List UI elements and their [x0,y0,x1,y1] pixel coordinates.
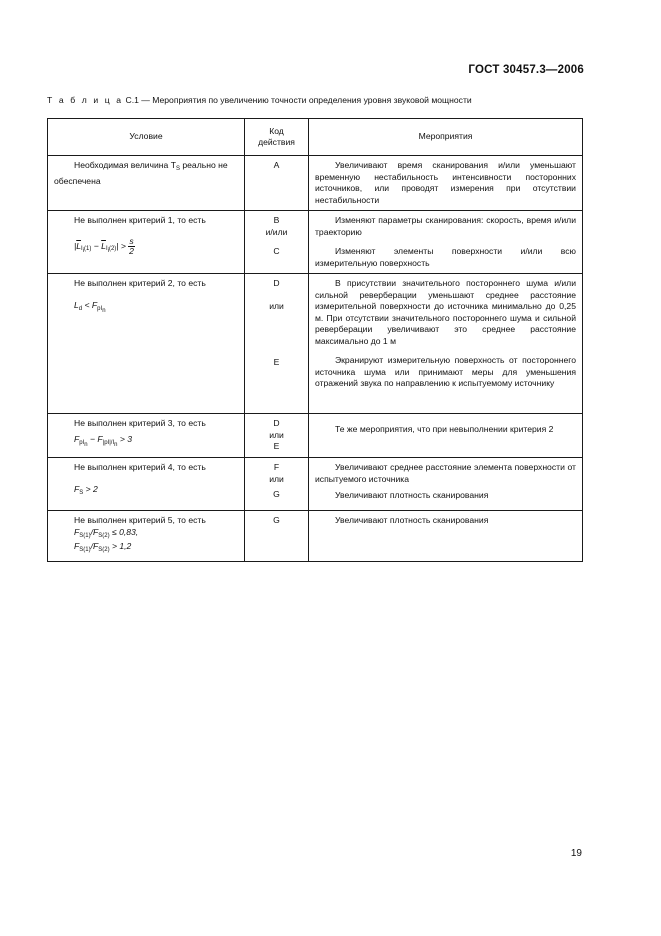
caption-number: С.1 [125,95,139,105]
action-code: E [273,357,280,367]
header-code-line1: Код [269,125,284,136]
condition-text: Необходимая величина $T_S$ реально не обеспечена [54,160,228,186]
caption-label: Т а б л и ц а [47,95,124,105]
table-row [48,458,583,511]
page-number: 19 [570,848,582,859]
table-row [48,511,583,562]
criterion-formula: $F_S > 2$ [74,483,98,496]
header-code-line2: действия [258,137,295,147]
criterion-formula: $L_d < F_{pI_n}$ [74,299,106,314]
measures-cell [309,511,583,562]
condition-cell [48,156,245,211]
measure-text: Увеличивают плотность сканирования [335,515,489,525]
code-cell [245,414,309,458]
condition-text: Не выполнен критерий 2, то есть [74,278,206,288]
code-cell [245,458,309,511]
condition-cell [48,511,245,562]
code-cell [245,156,309,211]
action-code: E [273,441,280,451]
measure-text: Изменяют элементы поверхности и/или всю измерительную поверхность [315,246,576,268]
standard-number: ГОСТ 30457.3—2006 [468,64,584,76]
table-row [48,274,583,414]
condition-text: Не выполнен критерий 1, то есть [74,215,206,225]
measure-text: Увеличивают плотность сканирования [335,490,489,500]
criterion-formula-a: $F_{S(1)}/F_{S(2)} \le 0,83$, [74,526,139,539]
condition-text: Не выполнен критерий 3, то есть [74,418,206,428]
action-code: C [273,246,280,256]
header-condition: Условие [48,119,245,156]
table-row [48,211,583,274]
table-row [48,156,583,211]
measure-text: Экранируют измерительную поверхность от постороннего источника шума или принимают меры для уменьшения отражений звука по направлению к испытуемому источнику [315,355,576,388]
measures-cell [309,458,583,511]
condition-text: Не выполнен критерий 5, то есть [74,515,206,525]
condition-cell [48,458,245,511]
measures-table [47,118,583,562]
condition-cell [48,211,245,274]
action-code: D [273,418,280,428]
condition-cell [48,274,245,414]
criterion-formula-b: $F_{S(1)}/F_{S(2)} > 1,2$ [74,540,132,553]
code-cell [245,211,309,274]
action-code: B [273,215,280,225]
action-code-connector: или [269,300,284,311]
measure-text: Увеличивают время сканирования и/или уменьшают временную нестабильность интенсивности посторонних источников, или проводят измерения при отсутствии нестабильности [315,160,576,205]
table-caption [47,95,627,105]
action-code: F [273,462,280,472]
measure-text: В присутствии значительного постороннего шума и/или сильной реверберации уменьшают среднее расстояние измерительной поверхности до источника минимально до 0,25 м. При отсутствии значительного постороннего шума и сильной реверберации увеличивают это среднее расстояние максимально до 1 м [315,278,576,346]
measures-cell [309,274,583,414]
criterion-formula: $F_{pI_n} - F_{|pI|/I_n} > 3$ [74,433,133,448]
table-header-row [48,119,583,156]
measures-cell [309,414,583,458]
code-cell [245,511,309,562]
action-code: G [273,489,280,499]
condition-cell [48,414,245,458]
code-cell [245,274,309,414]
action-code-connector: или [269,429,284,440]
action-code: G [273,515,280,525]
action-code: D [273,278,280,288]
measures-cell [309,156,583,211]
action-code: A [273,160,280,170]
condition-text: Не выполнен критерий 4, то есть [74,462,206,472]
action-code-connector: или [269,473,284,484]
measure-text: Те же мероприятия, что при невыполнении критерия 2 [335,424,554,434]
table-row [48,414,583,458]
action-code-connector: и/или [265,226,288,237]
header-code [245,119,309,156]
measure-text: Увеличивают среднее расстояние элемента поверхности от испытуемого источника [315,462,576,484]
measures-cell [309,211,583,274]
measure-text: Изменяют параметры сканирования: скорость, время и/или траекторию [315,215,576,237]
criterion-formula: $|\overline{L}_{I_i(1)} - \overline{L}_{I_i(2)}|$ > $\frac{s}{2}$ [74,235,134,256]
header-measures: Мероприятия [309,119,583,156]
caption-title: — Мероприятия по увеличению точности определения уровня звуковой мощности [141,95,472,105]
